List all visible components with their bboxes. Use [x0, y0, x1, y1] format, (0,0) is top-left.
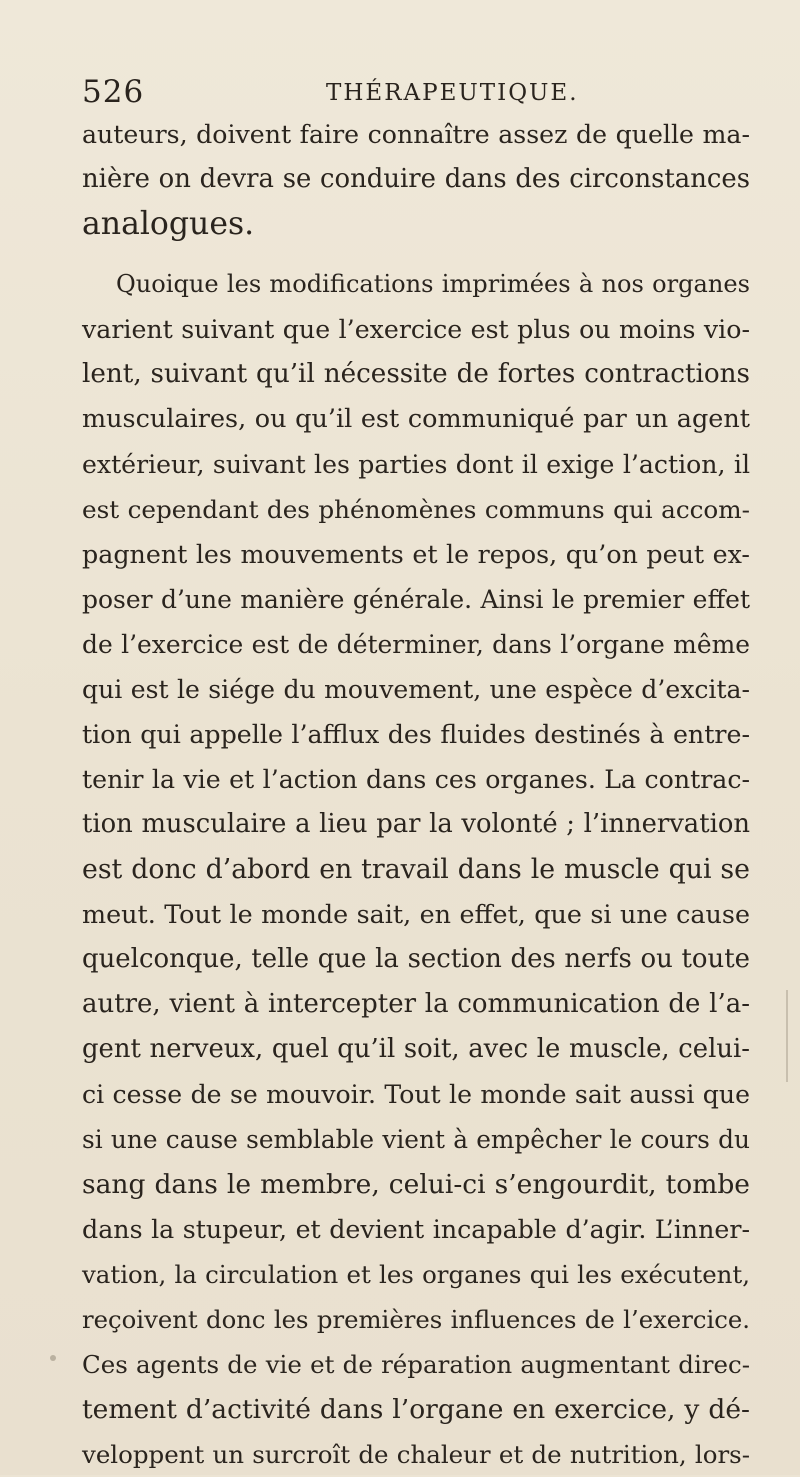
text-line: reçoivent donc les premières influences de l’exercice.	[82, 1305, 750, 1334]
text-line: extérieur, suivant les parties dont il exige l’action, il	[82, 450, 750, 479]
page-number: 526	[82, 74, 145, 110]
text-line: est donc d’abord en travail dans le muscle qui se	[82, 854, 750, 885]
text-line: analogues.	[82, 206, 255, 242]
text-line: gent nerveux, quel qu’il soit, avec le muscle, celui-	[82, 1034, 750, 1064]
text-line: meut. Tout le monde sait, en effet, que si une cause	[82, 899, 750, 929]
text-line: si une cause semblable vient à empêcher le cours du	[82, 1125, 750, 1154]
text-line: ci cesse de se mouvoir. Tout le monde sait aussi que	[82, 1080, 750, 1109]
text-line: pagnent les mouvements et le repos, qu’on peut ex-	[82, 539, 750, 569]
text-line: lent, suivant qu’il nécessite de fortes contractions	[82, 359, 750, 389]
text-line: Ces agents de vie et de réparation augmentant direc-	[82, 1350, 750, 1379]
text-line: dans la stupeur, et devient incapable d’agir. L’inner-	[82, 1215, 750, 1244]
text-line: varient suivant que l’exercice est plus ou moins vio-	[82, 315, 750, 344]
text-line: qui est le siége du mouvement, une espèce d’excita-	[82, 675, 750, 704]
text-line: poser d’une manière générale. Ainsi le premier effet	[82, 585, 750, 614]
text-line: nière on devra se conduire dans des circonstances	[82, 164, 750, 194]
text-line: tion qui appelle l’afflux des fluides destinés à entre-	[82, 720, 750, 749]
text-line: tement d’activité dans l’organe en exercice, y dé-	[82, 1394, 750, 1425]
text-line: musculaires, ou qu’il est communiqué par un agent	[82, 404, 750, 434]
text-line: de l’exercice est de déterminer, dans l’organe même	[82, 630, 750, 659]
text-line: Quoique les modifications imprimées à nos organes	[116, 270, 750, 298]
text-line: veloppent un surcroît de chaleur et de nutrition, lors-	[82, 1440, 750, 1469]
text-line: vation, la circulation et les organes qui les exécutent,	[82, 1260, 750, 1289]
running-head	[82, 74, 742, 110]
text-line: quelconque, telle que la section des nerfs ou toute	[82, 944, 750, 974]
text-line: auteurs, doivent faire connaître assez de quelle ma-	[82, 120, 750, 149]
text-line: tion musculaire a lieu par la volonté ; l’innervation	[82, 809, 750, 839]
paragraph-main	[82, 262, 750, 1477]
paper-speck	[50, 1355, 56, 1361]
text-line: sang dans le membre, celui-ci s’engourdit, tombe	[82, 1169, 750, 1200]
text-line: autre, vient à intercepter la communication de l’a-	[82, 989, 750, 1019]
paragraph-continued	[82, 112, 750, 247]
text-line: est cependant des phénomènes communs qui accom-	[82, 495, 750, 524]
running-title: THÉRAPEUTIQUE.	[326, 80, 579, 106]
page-edge-shadow	[786, 990, 788, 1082]
text-line: tenir la vie et l’action dans ces organes. La contrac-	[82, 765, 750, 794]
